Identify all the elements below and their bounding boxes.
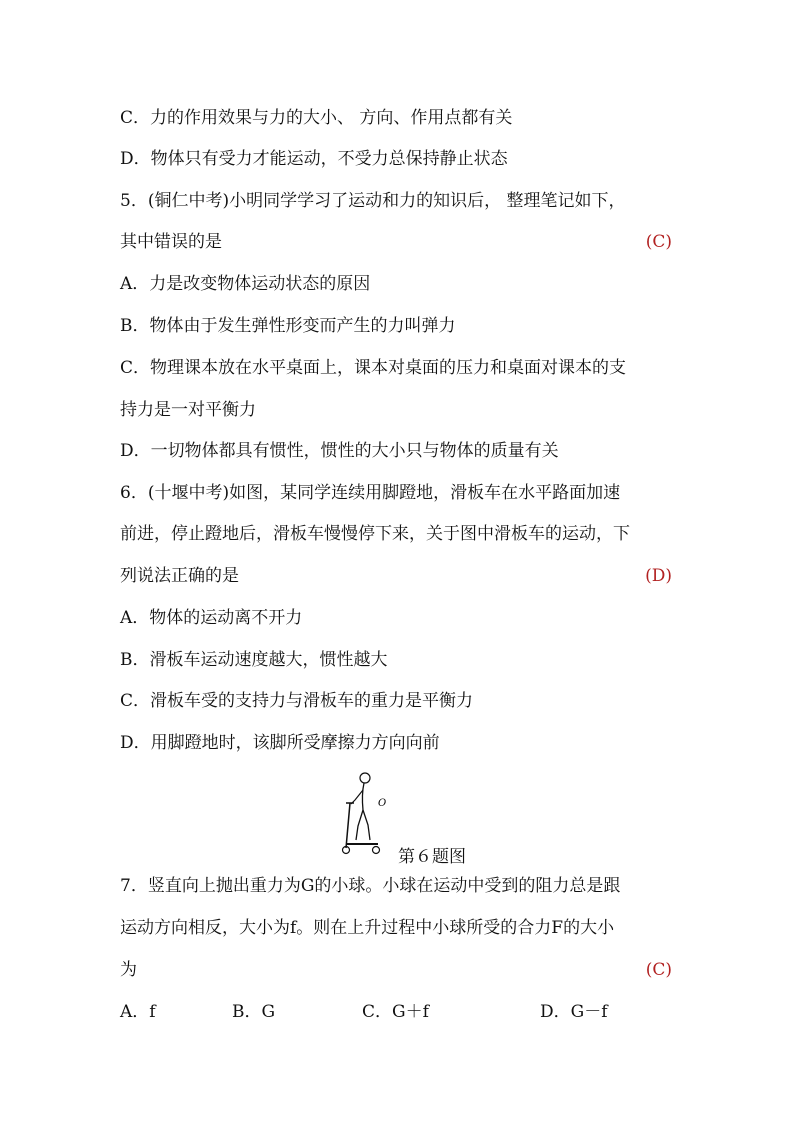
q5-stem-line2: 其中错误的是 (120, 232, 222, 252)
q6-option-c: C．滑板车受的支持力与滑板车的重力是平衡力 (120, 691, 474, 711)
q7-stem-line2: 运动方向相反，大小为f。则在上升过程中小球所受的合力F的大小 (120, 918, 615, 938)
figure-point-label: O (378, 798, 387, 809)
q7-stem-line3: 为 (120, 960, 137, 980)
q4-option-d: D．物体只有受力才能运动，不受力总保持静止状态 (120, 149, 508, 169)
q7-option-c: C．G＋f (362, 1002, 429, 1022)
q6-option-a: A．物体的运动离不开力 (120, 608, 303, 628)
q5-option-d: D．一切物体都具有惯性，惯性的大小只与物体的质量有关 (120, 441, 559, 461)
q5-stem-line1: 5．(铜仁中考)小明同学学习了运动和力的知识后， 整理笔记如下， (120, 191, 626, 211)
scooter-figure (338, 770, 388, 858)
q6-stem-line3: 列说法正确的是 (120, 566, 239, 586)
q5-option-a: A．力是改变物体运动状态的原因 (120, 274, 371, 294)
figure-caption: 第６题图 (398, 847, 466, 867)
q7-option-a: A．f (120, 1002, 156, 1022)
q5-option-b: B．物体由于发生弹性形变而产生的力叫弹力 (120, 316, 456, 336)
q6-stem-line1: 6．(十堰中考)如图，某同学连续用脚蹬地，滑板车在水平路面加速 (120, 483, 621, 503)
q6-option-b: B．滑板车运动速度越大，惯性越大 (120, 650, 388, 670)
q7-stem-line1: 7．竖直向上抛出重力为G的小球。小球在运动中受到的阻力总是跟 (120, 876, 621, 896)
q5-option-c-line1: C．物理课本放在水平桌面上，课本对桌面的压力和桌面对课本的支 (120, 358, 627, 378)
q4-option-c: C．力的作用效果与力的大小、 方向、作用点都有关 (120, 108, 513, 128)
q5-option-c-line2: 持力是一对平衡力 (120, 400, 256, 420)
q5-answer: (C) (645, 232, 672, 252)
q7-option-b: B．G (232, 1002, 276, 1022)
q6-option-d: D．用脚蹬地时，该脚所受摩擦力方向向前 (120, 733, 440, 753)
q7-option-d: D．G－f (540, 1002, 608, 1022)
q6-answer: (D) (645, 566, 672, 586)
q7-answer: (C) (645, 960, 672, 980)
q6-stem-line2: 前进，停止蹬地后，滑板车慢慢停下来，关于图中滑板车的运动，下 (120, 524, 630, 544)
